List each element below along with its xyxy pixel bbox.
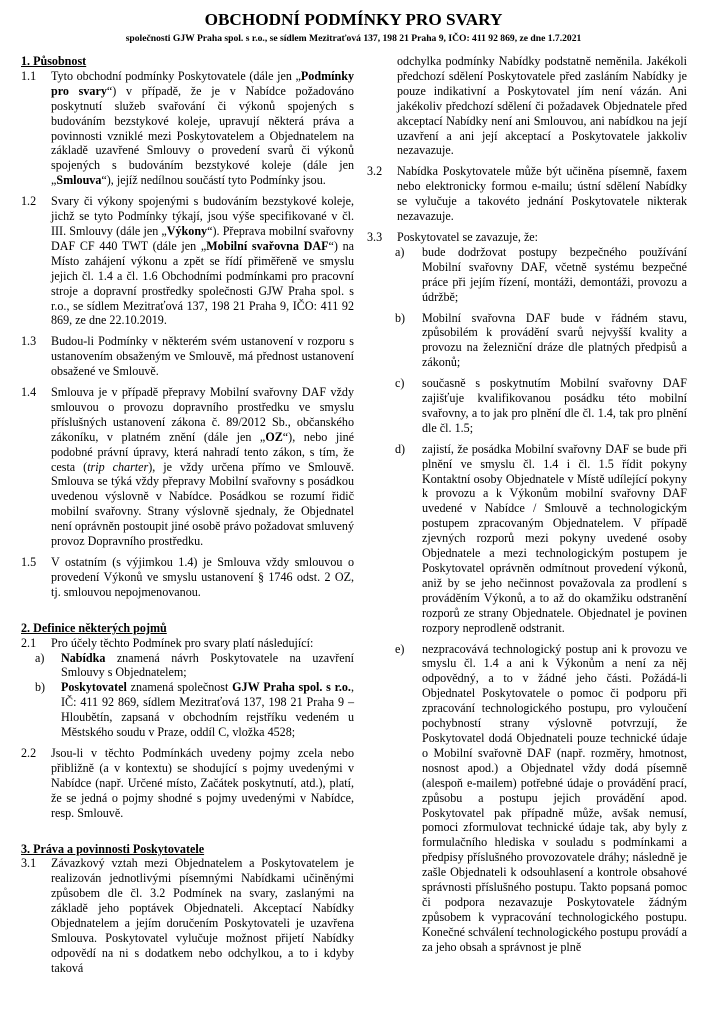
clause-3-1-continued: odchylka podmínky Nabídky podstatně neměnila. Jakékoli předchozí sdělení Poskytovatele před zasláním Nabídky je pouze indikativní a Poskytovatel jím není vázán. Ani jakékoliv předchozí sdělení či požadavek Objednatele před akceptací Nabídky není ani Smlouvou, ani nabídkou na její uzavření a ani její akceptací a Poskytovatele jakkoliv nezavazuje.	[397, 54, 687, 158]
list-letter: b)	[35, 680, 46, 695]
clause-number: 1.3	[21, 334, 37, 349]
obligation-text: nezpracovává technologický postup ani k provozu ve smyslu čl. 1.4 a ani k Výkonům a není za něj odpovědný, a to v žádné jeho části. Požádá-li Objednatel Poskytovatele o pomoc či podporu při zpracování technologického postupu, pro vyloučení pochybností strany výslovně potvrzují, že Poskytovatel dodá Objednateli pouze technické údaje o Mobilní svařovně DAF (např. rozměry, hmotnost, nosnost apod.) a Objednatel vždy dodá písemně (alespoň e-mailem) potřebné údaje o provádění prací, způsobu a postupu jejich provádění apod. Poskytovatel pak případně může, avšak nemusí, pomoci zformulovat technické údaje tak, aby byly z formulačního hlediska v souladu s podmínkami a předpisy příslušného provozovatele dráhy; následně je zašle Objednateli k odsouhlasení a kontrole obsahové správnosti příslušného postupu. Takto popsaná pomoc či podpora nezavazuje Poskytovatele žádným způsobem k vypracování technologického postupu. Konečné schválení technologického postupu provádí a za jeho obsah a správnost je plně	[422, 641, 687, 954]
list-letter: a)	[395, 244, 405, 259]
obligation-text: současně s poskytnutím Mobilní svařovny DAF zajišťuje kvalifikovanou posádku této mobilní svařovny, a to jak pro plnění dle čl. 1.4, tak pro plnění dle čl. 1.5;	[422, 376, 687, 435]
definition-text: Nabídka znamená návrh Poskytovatele na uzavření Smlouvy s Objednatelem;	[61, 650, 354, 680]
clause-number: 2.1	[21, 635, 37, 650]
clause-number: 1.4	[21, 385, 37, 400]
obligation-a	[367, 245, 687, 305]
clause-1-1	[21, 69, 354, 188]
clause-1-5	[21, 555, 354, 600]
clause-text: Pro účely těchto Podmínek pro svary platí následující:	[51, 635, 314, 650]
clause-text: V ostatním (s výjimkou 1.4) je Smlouva vždy smlouvou o provedení Výkonů ve smyslu ustanovení § 1746 odst. 2 OZ, tj. smlouvou nepojmenovanou.	[51, 555, 354, 599]
clause-text: Nabídka Poskytovatele může být učiněna písemně, faxem nebo elektronicky formou e-mailu; ústní sdělení Nabídky se vylučuje a takovéto jednání Poskytovatele nikterak nezavazuje.	[397, 164, 687, 224]
clause-3-2	[367, 164, 687, 224]
clause-number: 1.1	[21, 68, 37, 83]
document-title: OBCHODNÍ PODMÍNKY PRO SVARY	[204, 10, 503, 29]
clause-number: 1.5	[21, 555, 37, 569]
clause-1-4	[21, 385, 354, 549]
list-letter: d)	[395, 441, 406, 456]
clause-3-3	[367, 230, 687, 245]
list-letter: c)	[395, 376, 405, 391]
obligation-d	[367, 442, 687, 636]
obligation-c	[367, 376, 687, 436]
left-column	[21, 54, 354, 976]
clause-number: 3.1	[21, 856, 37, 871]
clause-text: Poskytovatel se zavazuje, že:	[397, 229, 539, 244]
clause-text: Tyto obchodní podmínky Poskytovatele (dále jen „Podmínky pro svary“) v případě, že je v Nabídce požadováno poskytnutí služeb svařování či výkonů spojených s budováním bezstykové koleje, upravují některá práva a povinnosti vzniklé mezi Poskytovatelem a Objednatelem na základě uzavřené Smlouvy o provedení svarů či výkonů spojených s budováním bezstykové koleje (dále jen „Smlouva“), jejíž nedílnou součástí tyto Podmínky jsou.	[51, 68, 354, 188]
obligation-b	[367, 311, 687, 371]
obligation-e	[367, 642, 687, 955]
list-letter: b)	[395, 310, 406, 325]
section-heading-2: 2. Definice některých pojmů	[21, 620, 167, 635]
clause-1-3	[21, 334, 354, 379]
definition-a	[21, 651, 354, 681]
right-column	[367, 54, 687, 955]
clause-1-2	[21, 194, 354, 328]
clause-2-2	[21, 746, 354, 821]
definition-b	[21, 680, 354, 740]
clause-text: Svary či výkony spojenými s budováním bezstykové koleje, jichž se tyto Podmínky týkají, jsou výše specifikované v čl. III. Smlouvy (dále jen „Výkony“). Přeprava mobilní svařovny DAF CF 440 TWT (dále jen „Mobilní svařovna DAF“) na Místo zahájení výkonu a zpět se řídí přiměřeně ve smyslu jejich čl. 1.4 a čl. 1.6 Obchodními podmínkami pro pracovní stroje a dopravní prostředky společnosti GJW Praha spol. s r.o., se sídlem Mezitraťová 137, 198 21 Praha 9, IČO: 411 92 869, ze dne 22.10.2019.	[51, 194, 354, 328]
document-subtitle: společnosti GJW Praha spol. s r.o., se sídlem Mezitraťová 137, 198 21 Praha 9, IČO: 411 92 869, ze dne 1.7.2021	[125, 33, 582, 44]
list-letter: e)	[395, 641, 405, 656]
clause-number: 3.2	[367, 164, 383, 179]
section-heading-1: 1. Působnost	[21, 54, 87, 68]
clause-text: Budou-li Podmínky v některém svém ustanovení v rozporu s ustanovením obsaženým ve Smlouvě, má přednost ustanovení obsažené ve Smlouvě.	[51, 334, 354, 379]
obligation-text: bude dodržovat postupy bezpečného používání Mobilní svařovny DAF, včetně systému bezpečné práce při jejím řízení, montáži, demontáži, provozu a údržbě;	[422, 244, 687, 304]
list-letter: a)	[35, 650, 45, 665]
definition-text: Poskytovatel znamená společnost GJW Praha spol. s r.o., IČ: 411 92 869, sídlem Mezitraťová 137, 198 21 Praha 9 – Hloubětín, zapsaná v obchodním rejstříku vedeném u Městského soudu v Praze, oddíl C, vložka 4528;	[61, 680, 354, 740]
clause-number: 2.2	[21, 745, 37, 760]
clause-text: Jsou-li v těchto Podmínkách uvedeny pojmy zcela nebo přibližně (a v kontextu) se shodující s pojmy uvedenými v Nabídce (např. Určené místo, Začátek poskytnutí, atd.), platí, že se jedná o pojmy shodné s pojmy uvedenými v Nabídce, resp. Smlouvě.	[51, 745, 354, 820]
clause-number: 3.3	[367, 229, 383, 244]
clause-text: Závazkový vztah mezi Objednatelem a Poskytovatelem je realizován jednotlivými písemnými Nabídkami učiněnými způsobem dle čl. 3.2 Podmínek na svary, zaslanými na základě jeho poptávek Objednateli. Akceptací Nabídky Objednatelem a jejím doručením Poskytovateli je uzavřena Smlouva. Poskytovatel vylučuje možnost přijetí Nabídky odpovědí na ni s dodatkem nebo odchylkou, a to i kdyby taková	[51, 856, 354, 975]
clause-number: 1.2	[21, 194, 37, 209]
clause-text: Smlouva je v případě přepravy Mobilní svařovny DAF vždy smlouvou o provozu dopravního prostředku ve smyslu příslušných ustanovení zákona č. 89/2012 Sb., občanského zákoníku, v platném znění (dále jen „OZ“), nebo jiné podobné právní úpravy, která nahradí tento zákon, s tím, že cesta (trip charter), je vždy určena přímo ve Smlouvě. Smlouva se týká vždy přepravy Mobilní svařovny s posádkou uvedenou výslovně v Nabídce. Posádkou se rozumí řidič mobilní svařovny. Strany výslovně sjednaly, že Objednatel není oprávněn postoupit jiné osobě právo požadovat smluvený provoz Dopravního prostředku.	[51, 385, 355, 549]
clause-3-1	[21, 856, 354, 975]
section-heading-3: 3. Práva a povinnosti Poskytovatele	[21, 841, 205, 856]
obligation-text: zajistí, že posádka Mobilní svařovny DAF se bude při plnění ve smyslu čl. 1.4 i čl. 1.5 řídit pokyny Kontaktní osoby Objednatele v Místě udílející pokyny k provozu a k Výkonům mobilní svařovny DAF uvedené v Nabídce / Smlouvě a technologickým postupem zpracovaným Objednatelem. V případě zjevných rozporů mezi pokyny uvedené osoby Objednatele a mezi technologickým postupem je Poskytovatel oprávněn odmítnout provedení výkonů, aniž by se jeho nečinnost považovala za prodlení s prováděním Výkonů, a to až do okamžiku odstranění rozporů ze strany Objednatele. Objednatel je povinen rozpory neprodleně odstranit.	[422, 441, 687, 635]
obligation-text: Mobilní svařovna DAF bude v řádném stavu, způsobilém k provádění svarů nejvyšší kvality a provozu na železniční dráze dle platných předpisů a zákonů;	[422, 310, 687, 370]
clause-2-1	[21, 636, 354, 651]
